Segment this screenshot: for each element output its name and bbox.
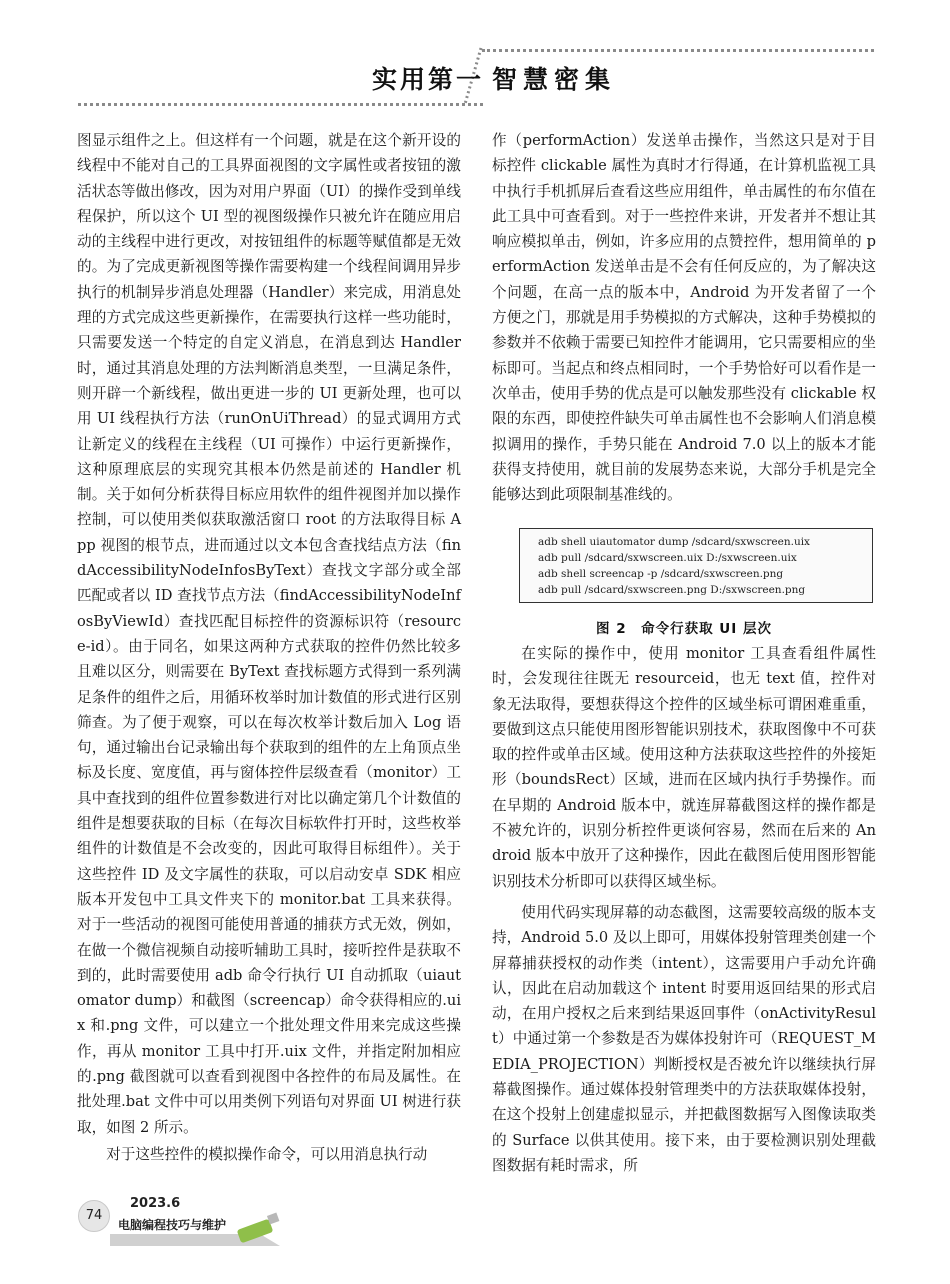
right-paragraph-3: 使用代码实现屏幕的动态截图，这需要较高级的版本支持，Android 5.0 及以上即可，用媒体投射管理类创建一个屏幕捕获授权的动作类（intent），这需要用户手动允许确认，因此在启动加载这个 intent 时要用返回结果的形式启动，在用户授权之后来到结果返回事件（onActivityResult）中通过第一个参数是否为媒体投射许可（REQUEST_MEDIA_PROJECTION）判断授权是否被允许以继续执行屏幕截图操作。通过媒体投射管理类中的方法获取媒体投射，在这个投射上创建虚拟显示，并把截图数据写入图像读取类的 Surface 以供其使用。接下来，由于要检测识别处理截图数据有耗时需求，所 xyxy=(492,903,876,1174)
header-dotted-rule-top xyxy=(482,49,874,52)
header-title-left: 实用第一 xyxy=(372,65,485,94)
left-paragraph-1: 图显示组件之上。但这样有一个问题，就是在这个新开设的线程中不能对自己的工具界面视图的文字属性或者按钮的激活状态等做出修改，因为对用户界面（UI）的操作受到单线程保护，所以这个 UI 型的视图级操作只被允许在随应用启动的主线程中进行更改，对按钮组件的标题等赋值都是无效的。为了完成更新视图等操作需要构建一个线程间调用异步执行的机制异步消息处理器（Handler）来完成，用消息处理的方式完成这些更新操作，在需要执行这样一些功能时，只需要发送一个特定的自定义消息，在消息到达 Handler 时，通过其消息处理的方法判断消息类型，一旦满足条件，则开辟一个新线程，做出更进一步的 UI 更新处理，也可以用 UI 线程执行方法（runOnUiThread）的显式调用方式让新定义的线程在主线程（UI 可操作）中运行更新操作，这种原理底层的实现究其根本仍然是前述的 Handler 机制。关于如何分析获得目标应用软件的组件视图并加以操作控制，可以使用类似获取激活窗口 root 的方法取得目标 App 视图的根节点，进而通过以文本包含查找结点方法（findAccessibilityNodeInfosByText）查找文字部分或全部匹配或者以 ID 查找节点方法（findAccessibilityNodeInfosByViewId）查找匹配目标控件的资源标识符（resource-id）。由于同名，如果这两种方式获取的控件仍然比较多且难以区分，则需要在 ByText 查找标题方式得到一系列满足条件的组件之后，用循环枚举时加计数值的形式进行区别筛查。为了便于观察，可以在每次枚举计数后加入 Log 语句，通过输出台记录输出每个获取到的组件的左上角顶点坐标及长度、宽度值，再与窗体控件层级查看（monitor）工具中查找到的组件位置参数进行对比以确定第几个计数值的组件是想要获取的目标（在每次目标软件打开时，这些枚举组件的计数值是不会改变的，因此可取得目标组件）。关于这些控件 ID 及文字属性的获取，可以启动安卓 SDK 相应版本开发包中工具文件夹下的 monitor.bat 工具来获得。对于一些活动的视图可能使用普通的捕获方式无效，例如，在做一个微信视频自动接听辅助工具时，接听控件是获取不到的，此时需要使用 adb 命令行执行 UI 自动抓取（uiautomator dump）和截图（screencap）命令获得相应的.uix 和.png 文件，可以建立一个批处理文件用来完成这些操作，再从 monitor 工具中打开.uix 文件，并指定附加相应的.png 截图就可以查看到视图中各控件的布局及属性。在批处理.bat 文件中可以用类例下列语句对界面 UI 树进行获取，如图 2 所示。 xyxy=(77,132,461,1136)
page-number: 74 xyxy=(78,1200,110,1232)
issue-date: 2023.6 xyxy=(130,1196,181,1211)
figure-code-line: adb shell screencap -p /sdcard/sxwscreen.png xyxy=(538,568,784,580)
left-paragraph-2: 对于这些控件的模拟操作命令，可以用消息执行动 xyxy=(106,1145,428,1163)
left-column xyxy=(77,128,461,1167)
figure-code-line: adb pull /sdcard/sxwscreen.uix D:/sxwscreen.uix xyxy=(538,552,797,564)
figure-code-line: adb shell uiautomator dump /sdcard/sxwscreen.uix xyxy=(538,536,810,548)
header-dotted-rule-bottom xyxy=(78,103,483,106)
header-title-right: 智慧密集 xyxy=(492,65,617,94)
right-paragraph-1: 作（performAction）发送单击操作，当然这只是对于目标控件 clickable 属性为真时才行得通，在计算机监视工具中执行手机抓屏后查看这些应用组件，单击属性的布尔值在此工具中可查看到。对于一些控件来讲，开发者并不想让其响应模拟单击，例如，许多应用的点赞控件，想用简单的 performAction 发送单击是不会有任何反应的，为了解决这个问题，在高一点的版本中，Android 为开发者留了一个方便之门，那就是用手势模拟的方式解决，这种手势模拟的参数并不依赖于需要已知控件才能调用，它只需要相应的坐标即可。当起点和终点相同时，一个手势恰好可以看作是一次单击，使用手势的优点是可以触发那些没有 clickable 权限的东西，即使控件缺失可单击属性也不会影响人们消息模拟调用的操作，手势只能在 Android 7.0 以上的版本才能获得支持使用，就目前的发展势态来说，大部分手机是完全能够达到此项限制基准线的。 xyxy=(492,132,876,504)
footer xyxy=(70,1190,290,1250)
figure-2-command-box xyxy=(519,528,873,603)
journal-name: 电脑编程技巧与维护 xyxy=(118,1218,227,1232)
figure-caption: 图 2 命令行获取 UI 层次 xyxy=(596,621,772,637)
figure-code-line: adb pull /sdcard/sxwscreen.png D:/sxwscreen.png xyxy=(538,584,806,596)
right-paragraph-2: 在实际的操作中，使用 monitor 工具查看组件属性时，会发现往往既无 resourceid，也无 text 值，控件对象无法取得，要想获得这个控件的区域坐标可谓困难重重，要做到这点只能使用图形智能识别技术，获取图像中不可获取的控件或单击区域。使用这种方法获取这些控件的外接矩形（boundsRect）区域，进而在区域内执行手势操作。而在早期的 Android 版本中，就连屏幕截图这样的操作都是不被允许的，识别分析控件更谈何容易，然而在后来的 Android 版本中放开了这种操作，因此在截图后使用图形智能识别技术分析即可以获得区域坐标。 xyxy=(492,645,876,890)
right-column-bottom xyxy=(492,641,876,1178)
right-column-top xyxy=(492,128,876,507)
